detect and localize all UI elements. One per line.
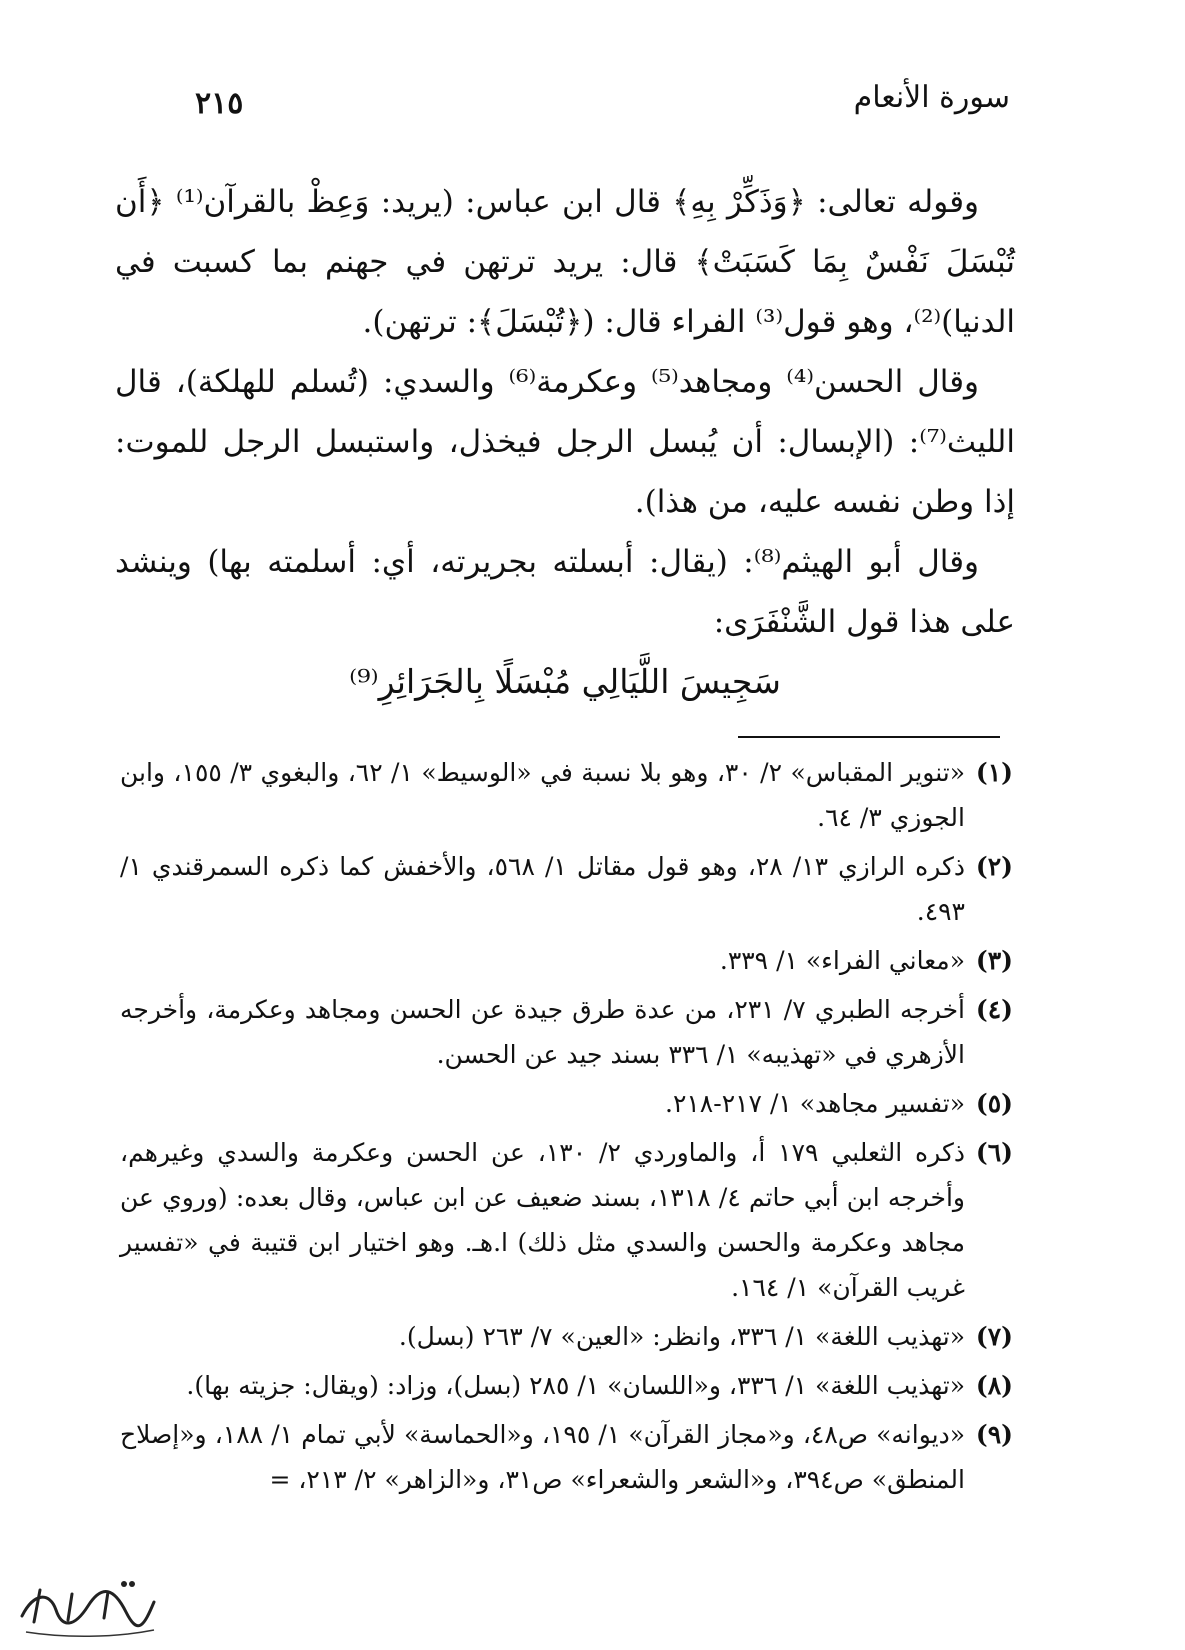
poetry-verse: سَجِيسَ اللَّيَالِي مُبْسَلًا بِالجَرَائِرِ⁽⁹⁾: [349, 662, 781, 701]
footnote-text: «تفسير مجاهد» ١/ ٢١٧-٢١٨.: [665, 1089, 965, 1118]
footnote-text: «تنوير المقباس» ٢/ ٣٠، وهو بلا نسبة في «الوسيط» ١/ ٦٢، والبغوي ٣/ ١٥٥، وابن الجوزي ٣/ ٦٤.: [120, 758, 966, 832]
footnote-text: «تهذيب اللغة» ١/ ٣٣٦، وانظر: «العين» ٧/ ٢٦٣ (بسل).: [398, 1322, 965, 1351]
page-header: [195, 70, 1010, 120]
footnote-number: (٢): [975, 852, 1013, 881]
page-number: ٢١٥: [195, 86, 244, 121]
footnote-text: ذكره الثعلبي ١٧٩ أ، والماوردي ٢/ ١٣٠، عن الحسن وعكرمة والسدي وغيرهم، وأخرجه ابن أبي حاتم ٤/ ١٣١٨، بسند ضعيف عن ابن عباس، وقال بعده: (وروي عن مجاهد وعكرمة والحسن والسدي مثل ذلك) ا.هـ. وهو اختيار ابن قتيبة في «تفسير غريب القرآن» ١/ ١٦٤.: [120, 1138, 965, 1302]
footnote: [120, 1081, 1013, 1126]
footnote: [120, 750, 1013, 840]
footnotes: [120, 750, 1013, 1506]
footnote-text: «تهذيب اللغة» ١/ ٣٣٦، و«اللسان» ١/ ٢٨٥ (بسل)، وزاد: (ويقال: جزيته بها).: [186, 1371, 965, 1400]
footnote: [120, 1314, 1013, 1359]
footnote-number: (١): [975, 758, 1013, 787]
footnote-text: أخرجه الطبري ٧/ ٢٣١، من عدة طرق جيدة عن الحسن ومجاهد وعكرمة، وأخرجه الأزهري في «تهذيبه» ١/ ٣٣٦ بسند جيد عن الحسن.: [120, 995, 965, 1069]
main-text: [115, 172, 1015, 712]
paragraph-3: وقال أبو الهيثم⁽⁸⁾: (يقال: أبسلته بجريرته، أي: أسلمته بها) وينشد على هذا قول الشَّنْفَرَى:: [115, 544, 1015, 640]
footnote-number: (٧): [975, 1322, 1013, 1351]
footnote-separator: [738, 736, 1000, 738]
footnote: [120, 938, 1013, 983]
footnote-number: (٦): [975, 1138, 1013, 1167]
paragraph-1: وقوله تعالى: ﴿وَذَكِّرْ بِهِ﴾ قال ابن عباس: (يريد: وَعِظْ بالقرآن⁽¹⁾ ﴿أَن تُبْسَلَ نَفْسٌ بِمَا كَسَبَتْ﴾ قال: يريد ترتهن في جهنم بما كسبت في الدنيا)⁽²⁾، وهو قول⁽³⁾ الفراء قال: (﴿تُبْسَلَ﴾: ترتهن).: [115, 184, 1015, 340]
footnote: [120, 1363, 1013, 1408]
surah-title: سورة الأنعام: [853, 80, 1010, 115]
paragraph-2: وقال الحسن⁽⁴⁾ ومجاهد⁽⁵⁾ وعكرمة⁽⁶⁾ والسدي: (تُسلم للهلكة)، قال الليث⁽⁷⁾: (الإبسال: أن يُبسل الرجل فيخذل، واستبسل الرجل للموت: إذا وطن نفسه عليه، من هذا).: [115, 364, 1015, 520]
footnote-text: «معاني الفراء» ١/ ٣٣٩.: [719, 946, 965, 975]
footnote-number: (٣): [975, 946, 1013, 975]
footnote: [120, 987, 1013, 1077]
footnote-number: (٥): [975, 1089, 1013, 1118]
footnote: [120, 844, 1013, 934]
footnote: [120, 1130, 1013, 1310]
footnote-number: (٤): [975, 995, 1013, 1024]
footnote-number: (٩): [975, 1420, 1013, 1449]
library-stamp-logo: [4, 1572, 164, 1642]
footnote: [120, 1412, 1013, 1502]
footnote-number: (٨): [975, 1371, 1013, 1400]
footnote-text: ذكره الرازي ١٣/ ٢٨، وهو قول مقاتل ١/ ٥٦٨، والأخفش كما ذكره السمرقندي ١/ ٤٩٣.: [120, 852, 966, 926]
footnote-text: «ديوانه» ص٤٨، و«مجاز القرآن» ١/ ١٩٥، و«الحماسة» لأبي تمام ١/ ١٨٨، و«إصلاح المنطق» ص٣٩٤، و«الشعر والشعراء» ص٣١، و«الزاهر» ٢/ ٢١٣، =: [120, 1420, 965, 1494]
